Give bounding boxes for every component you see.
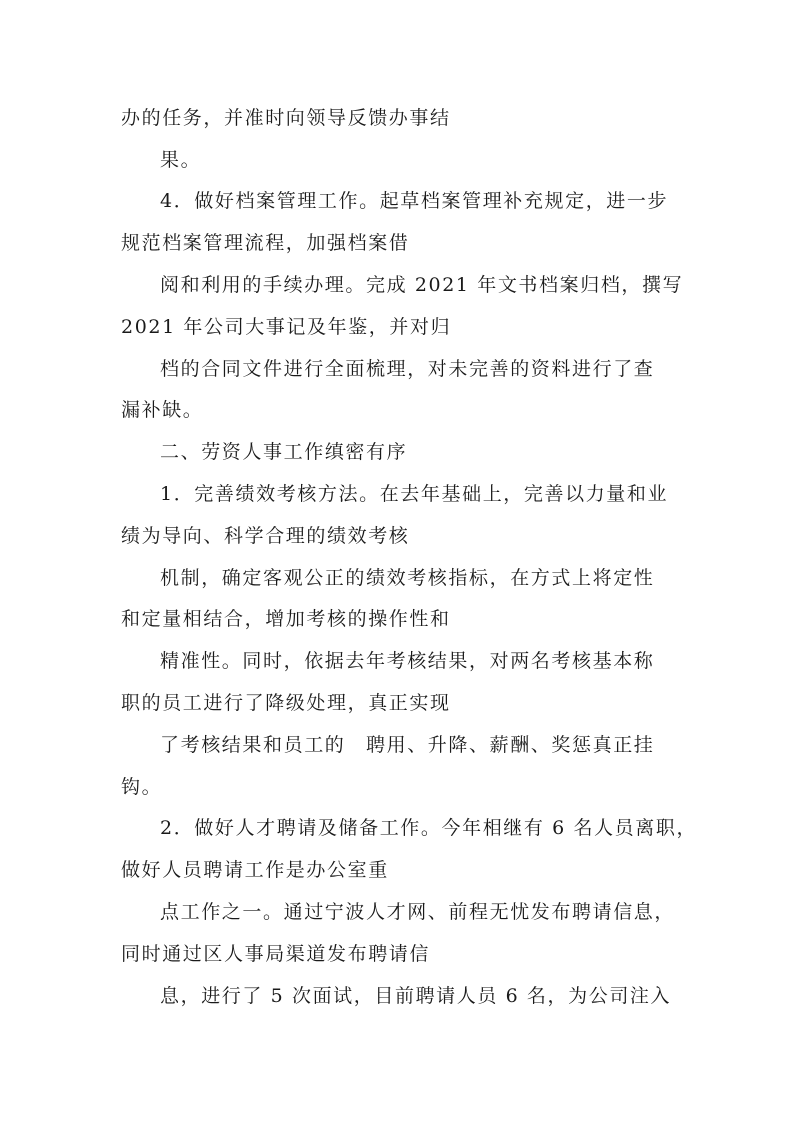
text-line: 钩。: [121, 776, 163, 798]
text-line: 4．做好档案管理工作。起草档案管理补充规定，进一步: [160, 190, 669, 212]
text-line: 绩为导向、科学合理的绩效考核: [121, 525, 410, 547]
text-line: 了考核结果和员工的 聘用、升降、薪酬、奖惩真正挂: [160, 734, 655, 756]
text-line: 2．做好人才聘请及储备工作。今年相继有 6 名人员离职，: [160, 817, 698, 839]
text-line: 2021 年公司大事记及年鉴，并对归: [121, 316, 452, 338]
section-heading: 二、劳资人事工作缜密有序: [160, 441, 408, 463]
text-line: 规范档案管理流程，加强档案借: [121, 232, 410, 254]
text-line: 阅和利用的手续办理。完成 2021 年文书档案归档，撰写: [160, 274, 684, 296]
text-line: 果。: [160, 149, 202, 171]
text-line: 职的员工进行了降级处理，真正实现: [121, 692, 451, 714]
text-line: 1．完善绩效考核方法。在去年基础上，完善以力量和业: [160, 483, 669, 505]
text-line: 做好人员聘请工作是办公室重: [121, 859, 389, 881]
text-line: 精准性。同时，依据去年考核结果，对两名考核基本称: [160, 650, 655, 672]
text-line: 机制，确定客观公正的绩效考核指标，在方式上将定性: [160, 567, 655, 589]
text-line: 档的合同文件进行全面梳理，对未完善的资料进行了查: [160, 358, 655, 380]
text-line: 和定量相结合，增加考核的操作性和: [121, 608, 451, 630]
text-line: 点工作之一。通过宁波人才网、前程无忧发布聘请信息，: [160, 901, 676, 923]
text-line: 办的任务，并准时向领导反馈办事结: [121, 107, 451, 129]
text-line: 息，进行了 5 次面试，目前聘请人员 6 名，为公司注入: [160, 985, 672, 1007]
text-line: 同时通过区人事局渠道发布聘请信: [121, 943, 431, 965]
text-line: 漏补缺。: [121, 399, 204, 421]
